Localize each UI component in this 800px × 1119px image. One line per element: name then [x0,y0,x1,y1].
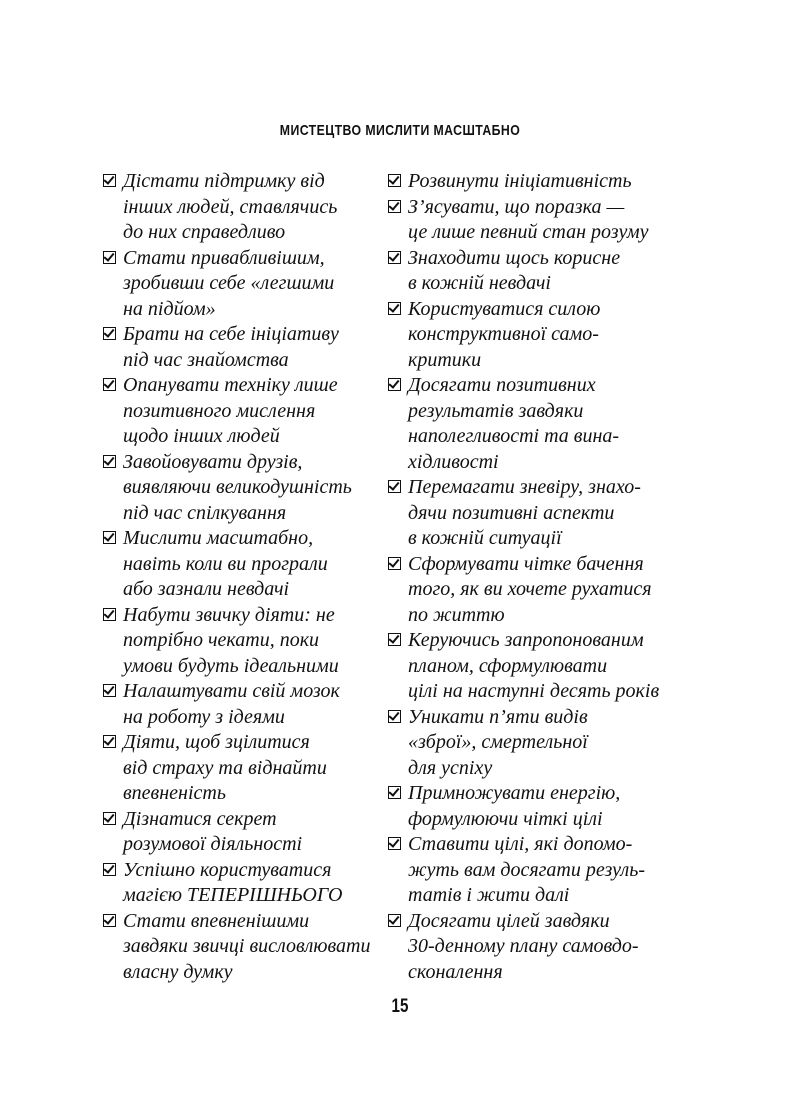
checklist-item-line: цілі на наступні десять років [408,680,660,702]
checklist-item-line: Дізнатися секрет [123,807,277,830]
checklist-item-line: в кожній ситуації [408,527,562,549]
checked-box-icon [103,378,116,391]
checklist-item-line: під час спілкування [123,501,287,524]
checklist-item [103,909,403,986]
left-checklist [103,169,403,985]
checklist-item-line: Ставити цілі, які допомо- [408,833,633,855]
checked-box-icon [388,914,401,927]
checklist-item [388,552,688,629]
checked-box-icon [103,455,116,468]
checklist-item [103,858,403,909]
checklist-item-line: сконалення [408,960,503,983]
checklist-item [103,603,403,680]
checklist-item-line: Розвинути ініціативність [408,170,632,192]
checklist-item-line: Завойовувати друзів, [123,450,303,473]
checklist-item [388,781,688,832]
checked-box-icon [103,812,116,825]
checked-box-icon [103,174,116,187]
checklist-item [388,475,688,552]
checklist-item-line: 30-денному плану самовдо- [408,935,639,957]
checklist-item [103,679,403,730]
checklist-item [388,297,688,374]
checklist-item-line: або зазнали невдачі [123,578,290,600]
checklist-item-line: формулюючи чіткі цілі [408,807,603,830]
checked-box-icon [388,174,401,187]
checked-box-icon [103,327,116,340]
checklist-item-line: Стати впевненішими [123,909,310,932]
page-number: 15 [391,996,409,1017]
checklist-item [103,807,403,858]
checklist-item-line: впевненість [123,782,226,804]
checked-box-icon [388,200,401,213]
checked-box-icon [388,786,401,799]
checklist-item-line: магією ТЕПЕРІШНЬОГО [123,884,343,906]
checklist-item-line: умови будуть ідеальними [123,654,339,677]
checklist-item-line: на роботу з ідеями [123,705,285,728]
checked-box-icon [103,684,116,697]
checked-box-icon [388,378,401,391]
checklist-item-line: Знаходити щось корисне [408,246,621,269]
checklist-item-line: в кожній невдачі [408,272,551,294]
checklist-item-line: дячи позитивні аспекти [408,501,615,524]
checklist-item-line: Успішно користуватися [123,858,332,881]
checklist-item-line: критики [408,348,482,371]
checklist-item-line: З’ясувати, що поразка — [408,195,625,218]
checklist-item-line: результатів завдяки [408,399,584,422]
checked-box-icon [388,837,401,850]
checklist-item-line: Користуватися силою [408,297,601,320]
checklist-item-line: виявляючи великодушність [123,476,352,498]
checklist-item-line: хідливості [408,450,499,473]
checked-box-icon [388,710,401,723]
checked-box-icon [103,531,116,544]
running-head: МИСТЕЦТВО МИСЛИТИ МАСШТАБНО [279,122,521,139]
checklist-item-line: Дістати підтримку від [123,170,325,192]
checked-box-icon [103,735,116,748]
checklist-item-line: під час знайомства [123,348,289,371]
checklist-item-line: на підйом» [123,297,216,320]
checked-box-icon [388,251,401,264]
checklist-item-line: жуть вам досягати резуль- [408,858,645,881]
checklist-item-line: татів і жити далі [408,884,570,906]
checklist-item [103,450,403,527]
checklist-item [103,169,403,246]
checklist-item-line: Набути звичку діяти: не [123,603,335,626]
checklist-item-line: по життю [408,603,505,626]
checklist-item [388,832,688,909]
checklist-item-line: потрібно чекати, поки [123,629,320,651]
checklist-item [103,246,403,323]
checklist-item-line: Досягати цілей завдяки [408,909,610,932]
checklist-item-line: Стати привабливішим, [123,246,325,269]
checklist-item-line: інших людей, ставлячись [123,195,338,218]
checklist-item-line: Уникати п’яти видів [408,705,588,728]
checked-box-icon [388,302,401,315]
checklist-item-line: розумової діяльності [123,833,303,855]
checklist-item-line: Налаштувати свій мозок [123,680,340,702]
checklist-item-line: Опанувати техніку лише [123,374,338,396]
checklist-item [388,909,688,986]
checklist-item-line: Діяти, щоб зцілитися [123,731,310,753]
checked-box-icon [388,557,401,570]
checked-box-icon [103,863,116,876]
checklist-item [103,373,403,450]
checklist-item-line: для успіху [408,756,493,779]
checklist-item-line: від страху та віднайти [123,756,327,779]
checklist-item [388,628,688,705]
checked-box-icon [103,251,116,264]
checklist-item [103,730,403,807]
checklist-item-line: Сформувати чітке бачення [408,552,644,575]
checklist-item-line: наполегливості та вина- [408,425,620,447]
checklist-item-line: Примножувати енергію, [408,782,621,804]
checked-box-icon [103,914,116,927]
right-checklist [388,169,688,985]
checked-box-icon [103,608,116,621]
checklist-item-line: власну думку [123,960,233,983]
checklist-item [388,195,688,246]
checklist-item [388,169,688,195]
checklist-item-line: позитивного мислення [123,399,316,422]
checklist-item [103,526,403,603]
checklist-item-line: Брати на себе ініціативу [123,323,339,345]
checklist-item [388,246,688,297]
checklist-item-line: щодо інших людей [123,425,280,447]
checklist-item-line: до них справедливо [123,221,286,243]
checklist-item-line: це лише певний стан розуму [408,221,649,243]
checked-box-icon [388,480,401,493]
checklist-item-line: Перемагати зневіру, знахо- [408,476,641,498]
checklist-item-line: Керуючись запропонованим [408,629,644,651]
checklist-item-line: навіть коли ви програли [123,552,328,575]
checklist-item-line: Досягати позитивних [408,374,596,396]
checklist-item-line: зробивши себе «легшими [123,272,335,294]
checklist-item-line: «зброї», смертельної [408,731,588,753]
checklist-item-line: того, як ви хочете рухатися [408,578,652,600]
checklist-item [388,373,688,475]
checklist-item-line: конструктивної само- [408,323,599,345]
checked-box-icon [388,633,401,646]
checklist-item-line: Мислити масштабно, [123,527,314,549]
checklist-item-line: планом, сформулювати [408,654,608,677]
checklist-item-line: завдяки звичці висловлювати [123,935,371,957]
checklist-item [103,322,403,373]
checklist-item [388,705,688,782]
